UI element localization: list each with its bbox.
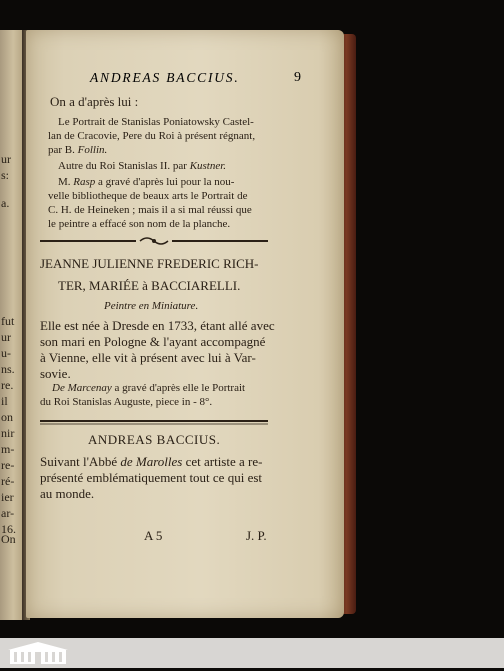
fragment: ré- bbox=[1, 474, 15, 488]
engraver-name: Kustner. bbox=[189, 160, 227, 172]
fragment: ns. bbox=[1, 362, 15, 376]
text-line: velle bibliotheque de beaux arts le Portrait de bbox=[48, 190, 248, 202]
section-heading: ANDREAS BACCIUS. bbox=[88, 432, 221, 447]
section-heading: JEANNE JULIENNE FREDERIC RICH- bbox=[40, 256, 259, 271]
text-line: à Vienne, elle vit à présent avec lui à Var- bbox=[40, 350, 256, 365]
text-line: au monde. bbox=[40, 486, 95, 501]
text: Suivant l'Abbé bbox=[40, 454, 121, 469]
fragment: On bbox=[1, 532, 16, 546]
text: a gravé d'après elle le Portrait bbox=[111, 382, 246, 394]
text: a gravé d'après lui pour la nou- bbox=[95, 176, 235, 188]
text-line bbox=[40, 454, 262, 470]
fragment: a. bbox=[1, 196, 10, 210]
engraver-name: Follin. bbox=[77, 144, 108, 156]
running-head: ANDREAS BACCIUS. bbox=[90, 70, 240, 85]
ornamental-rule bbox=[40, 236, 268, 246]
text-line: du Roi Stanislas Auguste, piece in - 8°. bbox=[40, 396, 213, 408]
fragment: il bbox=[1, 394, 8, 408]
fragment: fut bbox=[1, 314, 15, 328]
text-line: Elle est née à Dresde en 1733, étant allé avec bbox=[40, 318, 275, 333]
previous-page-edge bbox=[0, 30, 23, 620]
text-line: lan de Cracovie, Pere du Roi à présent régnant, bbox=[48, 130, 256, 142]
fragment: on bbox=[1, 410, 13, 424]
fragment: re- bbox=[1, 458, 15, 472]
text-line: Le Portrait de Stanislas Poniatowsky Castel- bbox=[58, 116, 254, 128]
engraver-name: Rasp bbox=[73, 176, 96, 188]
text-line: le peintre a effacé son nom de la planche. bbox=[48, 218, 231, 230]
author-name: de Marolles bbox=[120, 454, 183, 469]
catchword: J. P. bbox=[246, 528, 267, 543]
previous-page-text-fragments bbox=[1, 30, 21, 620]
text: M. bbox=[58, 176, 74, 188]
fragment: s: bbox=[1, 168, 10, 182]
text-line: sovie. bbox=[40, 366, 71, 381]
page-number: 9 bbox=[294, 70, 301, 85]
text: Autre du Roi Stanislas II. par bbox=[58, 160, 190, 172]
text-line bbox=[48, 144, 107, 156]
fragment: ur bbox=[1, 152, 11, 166]
text-line: son mari en Pologne & l'ayant accompagné bbox=[40, 334, 266, 349]
text-line bbox=[52, 382, 245, 394]
fragment: nir bbox=[1, 426, 15, 440]
signature-mark: A 5 bbox=[144, 528, 163, 543]
fragment: ar- bbox=[1, 506, 15, 520]
fragment: re. bbox=[1, 378, 14, 392]
fragment: m- bbox=[1, 442, 15, 456]
library-building-logo bbox=[4, 640, 72, 666]
text: cet artiste a re- bbox=[182, 454, 263, 469]
engraver-name: De Marcenay bbox=[52, 382, 112, 394]
section-heading: TER, MARIÉE à BACCIARELLI. bbox=[58, 278, 241, 293]
text-line: présenté emblématiquement tout ce qui est bbox=[40, 470, 263, 485]
fragment: ur bbox=[1, 330, 11, 344]
text-line: C. H. de Heineken ; mais il a si mal réussi que bbox=[48, 204, 252, 216]
book-page bbox=[26, 30, 344, 618]
text-line bbox=[58, 176, 234, 188]
text-line bbox=[58, 160, 226, 172]
fragment: ier bbox=[1, 490, 14, 504]
fragment: u- bbox=[1, 346, 11, 360]
viewer-footer-bar bbox=[0, 638, 504, 668]
text-line: On a d'après lui : bbox=[50, 94, 139, 109]
ornamental-rule bbox=[40, 416, 268, 426]
subheading: Peintre en Miniature. bbox=[104, 300, 199, 312]
fragment: 16. bbox=[1, 522, 16, 536]
text: par B. bbox=[48, 144, 78, 156]
